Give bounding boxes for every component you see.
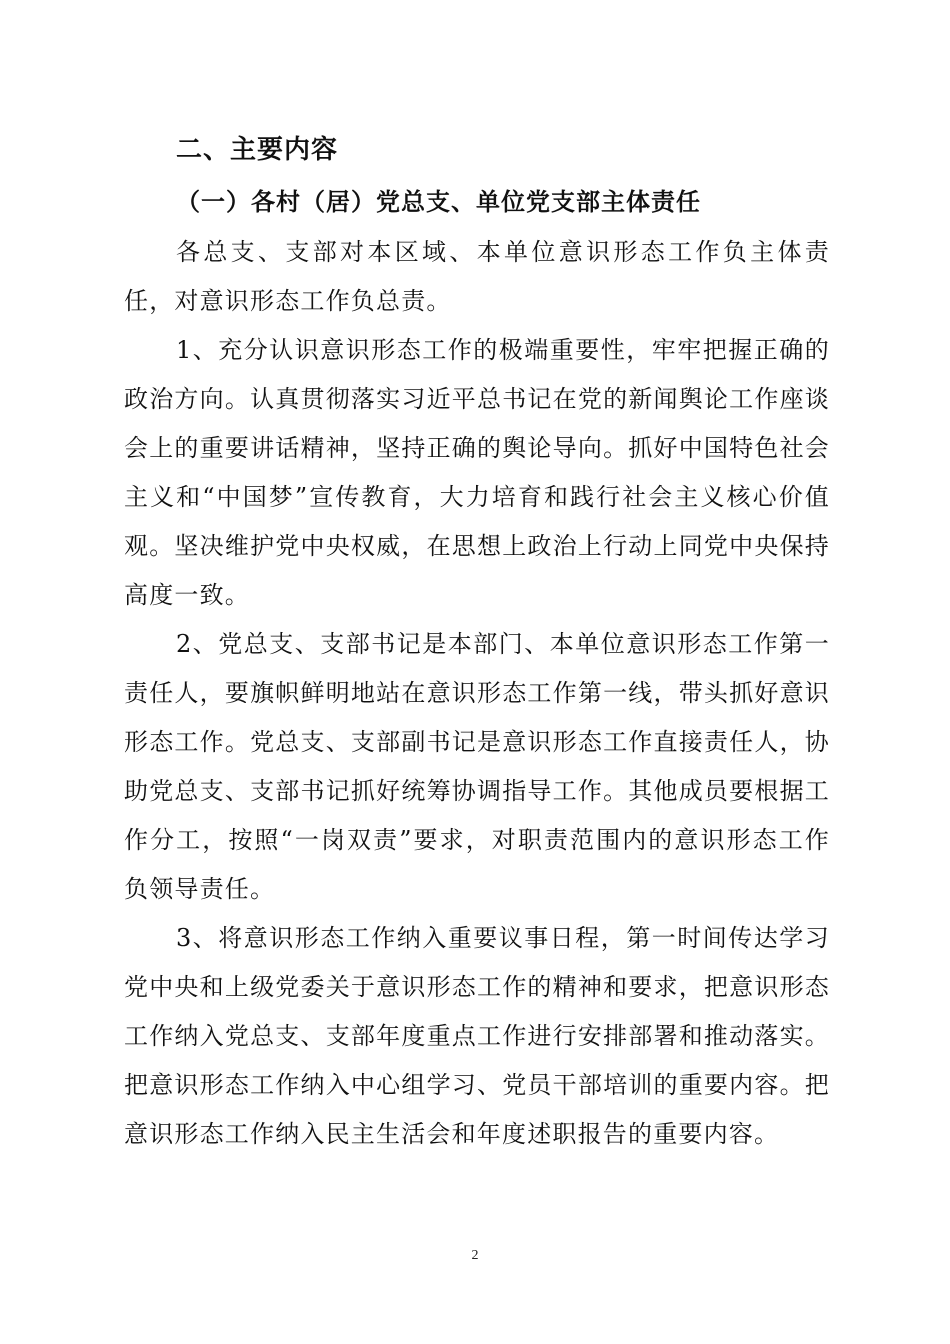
page-number: 2 xyxy=(471,1248,479,1263)
subsection-heading: （一）各村（居）党总支、单位党支部主体责任 xyxy=(176,187,701,216)
paragraph-item-3: 3、将意识形态工作纳入重要议事日程，第一时间传达学习党中央和上级党委关于意识形态工作的精神和要求，把意识形态工作纳入党总支、支部年度重点工作进行安排部署和推动落实。把意识形态工作纳入中心组学习、党员干部培训的重要内容。把意识形态工作纳入民主生活会和年度述职报告的重要内容。 xyxy=(124,924,830,1148)
section-heading: 二、主要内容 xyxy=(176,135,339,165)
paragraph-item-2: 2、党总支、支部书记是本部门、本单位意识形态工作第一责任人，要旗帜鲜明地站在意识形态工作第一线，带头抓好意识形态工作。党总支、支部副书记是意识形态工作直接责任人，协助党总支、支部书记抓好统筹协调指导工作。其他成员要根据工作分工，按照“一岗双责”要求，对职责范围内的意识形态工作负领导责任。 xyxy=(124,630,830,903)
page-content xyxy=(124,124,830,1159)
paragraph-intro: 各总支、支部对本区域、本单位意识形态工作负主体责任，对意识形态工作负总责。 xyxy=(124,238,830,315)
paragraph-item-1: 1、充分认识意识形态工作的极端重要性，牢牢把握正确的政治方向。认真贯彻落实习近平总书记在党的新闻舆论工作座谈会上的重要讲话精神，坚持正确的舆论导向。抓好中国特色社会主义和“中国梦”宣传教育，大力培育和践行社会主义核心价值观。坚决维护党中央权威，在思想上政治上行动上同党中央保持高度一致。 xyxy=(124,336,830,609)
